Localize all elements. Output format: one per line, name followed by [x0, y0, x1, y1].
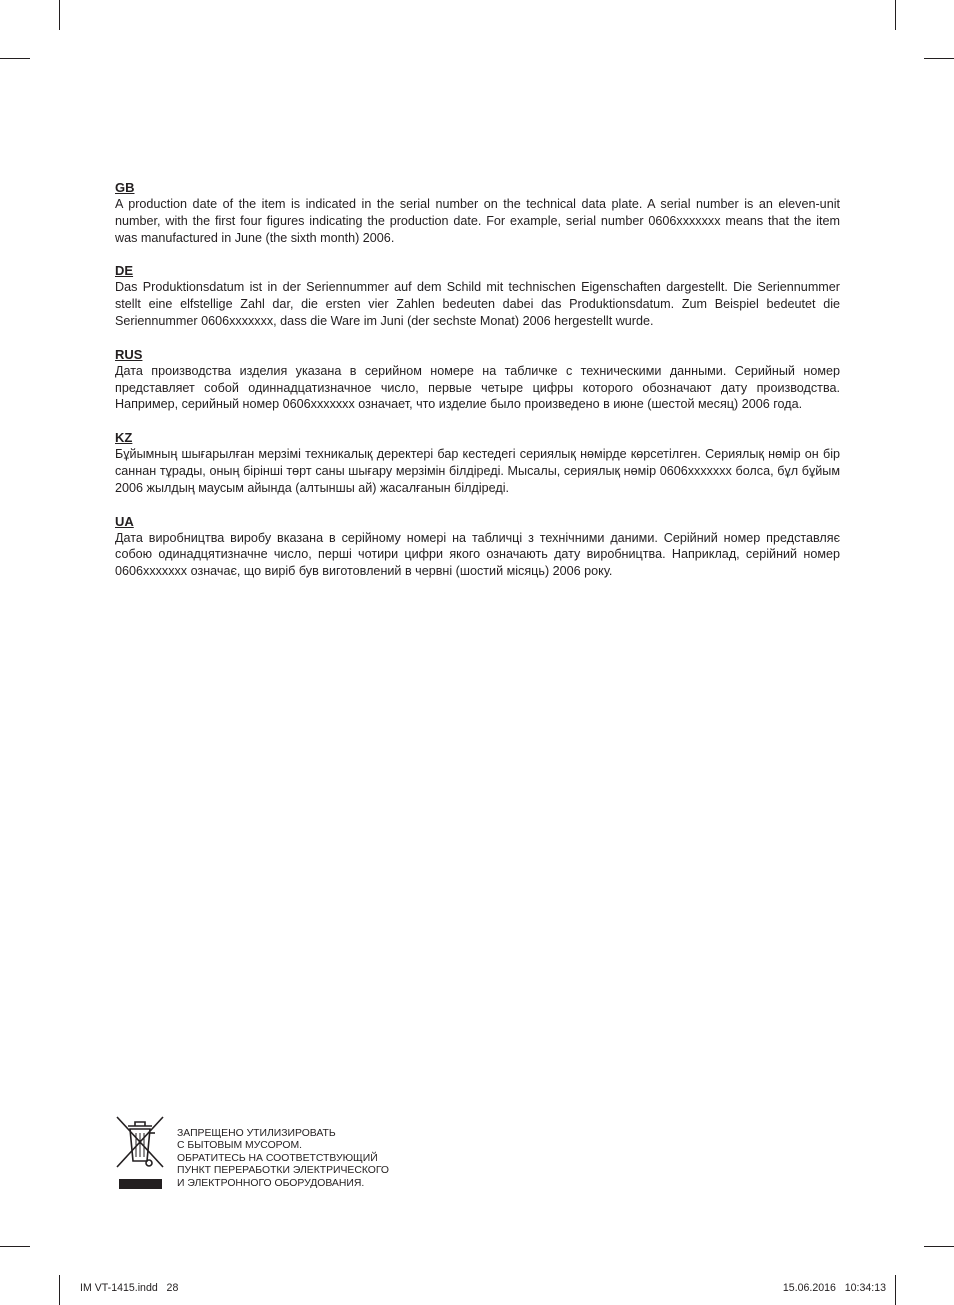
- crop-mark-top-right-vertical: [895, 0, 896, 30]
- crop-mark-bottom-left-vertical: [59, 1275, 60, 1305]
- language-code: UA: [115, 513, 134, 529]
- recycling-notice-line: ЗАПРЕЩЕНО УТИЛИЗИРОВАТЬ: [177, 1128, 336, 1139]
- recycling-notice-line: ОБРАТИТЕСЬ НА СООТВЕТСТВУЮЩИЙ: [177, 1152, 378, 1164]
- production-date-notes: [115, 180, 840, 597]
- language-code: KZ: [115, 430, 133, 446]
- language-code: GB: [115, 180, 135, 195]
- crop-mark-top-left-horizontal: [0, 58, 30, 59]
- section-text: Бұйымның шығарылған мерзімі техникалық деректері бар кестедегі сериялық нөмірде көрсетілген. Сериялық нөмір он бір саннан тұрады, оның бірінші төрт саны шығару мерзімін білдіреді. Мысалы, сериялық нөмір 0606xxxxxxx болса, бұл бұйым 2006 жылдың маусым айында (алтыншы ай) жасалғанын білдіреді.: [115, 447, 840, 495]
- recycling-notice: [177, 1128, 477, 1190]
- recycling-notice-line: ПУНКТ ПЕРЕРАБОТКИ ЭЛЕКТРИЧЕСКОГО: [177, 1165, 389, 1177]
- section-gb: [115, 180, 840, 246]
- slug-file-name: IM VT-1415.indd 28: [80, 1282, 179, 1294]
- section-de: [115, 263, 840, 329]
- crop-mark-bottom-right-vertical: [895, 1275, 896, 1305]
- section-text: Дата производства изделия указана в серийном номере на табличке с техническими данными. Серийный номер представляет собой одиннадцатизначное число, первые четыре цифры которого обозначают дату производства. Например, серийный номер 0606xxxxxxx означает, что изделие было произведено в июне (шестой месяц) 2006 года.: [115, 363, 840, 412]
- crossed-out-wheelie-bin-icon: [115, 1115, 165, 1191]
- section-rus: [115, 347, 840, 413]
- section-text: A production date of the item is indicated in the serial number on the technical data plate. A serial number is an eleven-unit number, with the first four figures indicating the production date. For example, serial number 0606xxxxxxx means that the item was manufactured in June (the sixth month) 2006.: [115, 197, 840, 245]
- section-kz: [115, 430, 840, 496]
- language-code: DE: [115, 263, 134, 279]
- crop-mark-bottom-left-horizontal: [0, 1246, 30, 1247]
- section-text: Das Produktionsdatum ist in der Seriennummer auf dem Schild mit technischen Eigenschaften dargestellt. Die Seriennummer stellt eine elfstellige Zahl dar, die ersten vier Zahlen bedeuten dabei das Produktionsdatum. Zum Beispiel bedeutet die Seriennummer 0606xxxxxxx, dass die Ware im Juni (der sechste Monat) 2006 hergestellt wurde.: [115, 280, 840, 328]
- recycling-notice-line: С БЫТОВЫМ МУСОРОМ.: [177, 1140, 302, 1152]
- language-code: RUS: [115, 346, 143, 362]
- recycling-notice-line: И ЭЛЕКТРОННОГО ОБОРУДОВАНИЯ.: [177, 1177, 365, 1189]
- slug-datetime: 15.06.2016 10:34:13: [782, 1282, 886, 1294]
- section-ua: [115, 514, 840, 580]
- section-text: Дата виробництва виробу вказана в серійному номері на табличці з технічними даними. Серійний номер представляє собою одинадцятизначне число, перші чотири цифри якого означають дату виробництва. Наприклад, серійний номер 0606xxxxxxx означає, що виріб був виготовлений в червні (шостий місяць) 2006 року.: [115, 530, 840, 579]
- crop-mark-top-left-vertical: [59, 0, 60, 30]
- crop-mark-bottom-right-horizontal: [924, 1246, 954, 1247]
- crop-mark-top-right-horizontal: [924, 58, 954, 59]
